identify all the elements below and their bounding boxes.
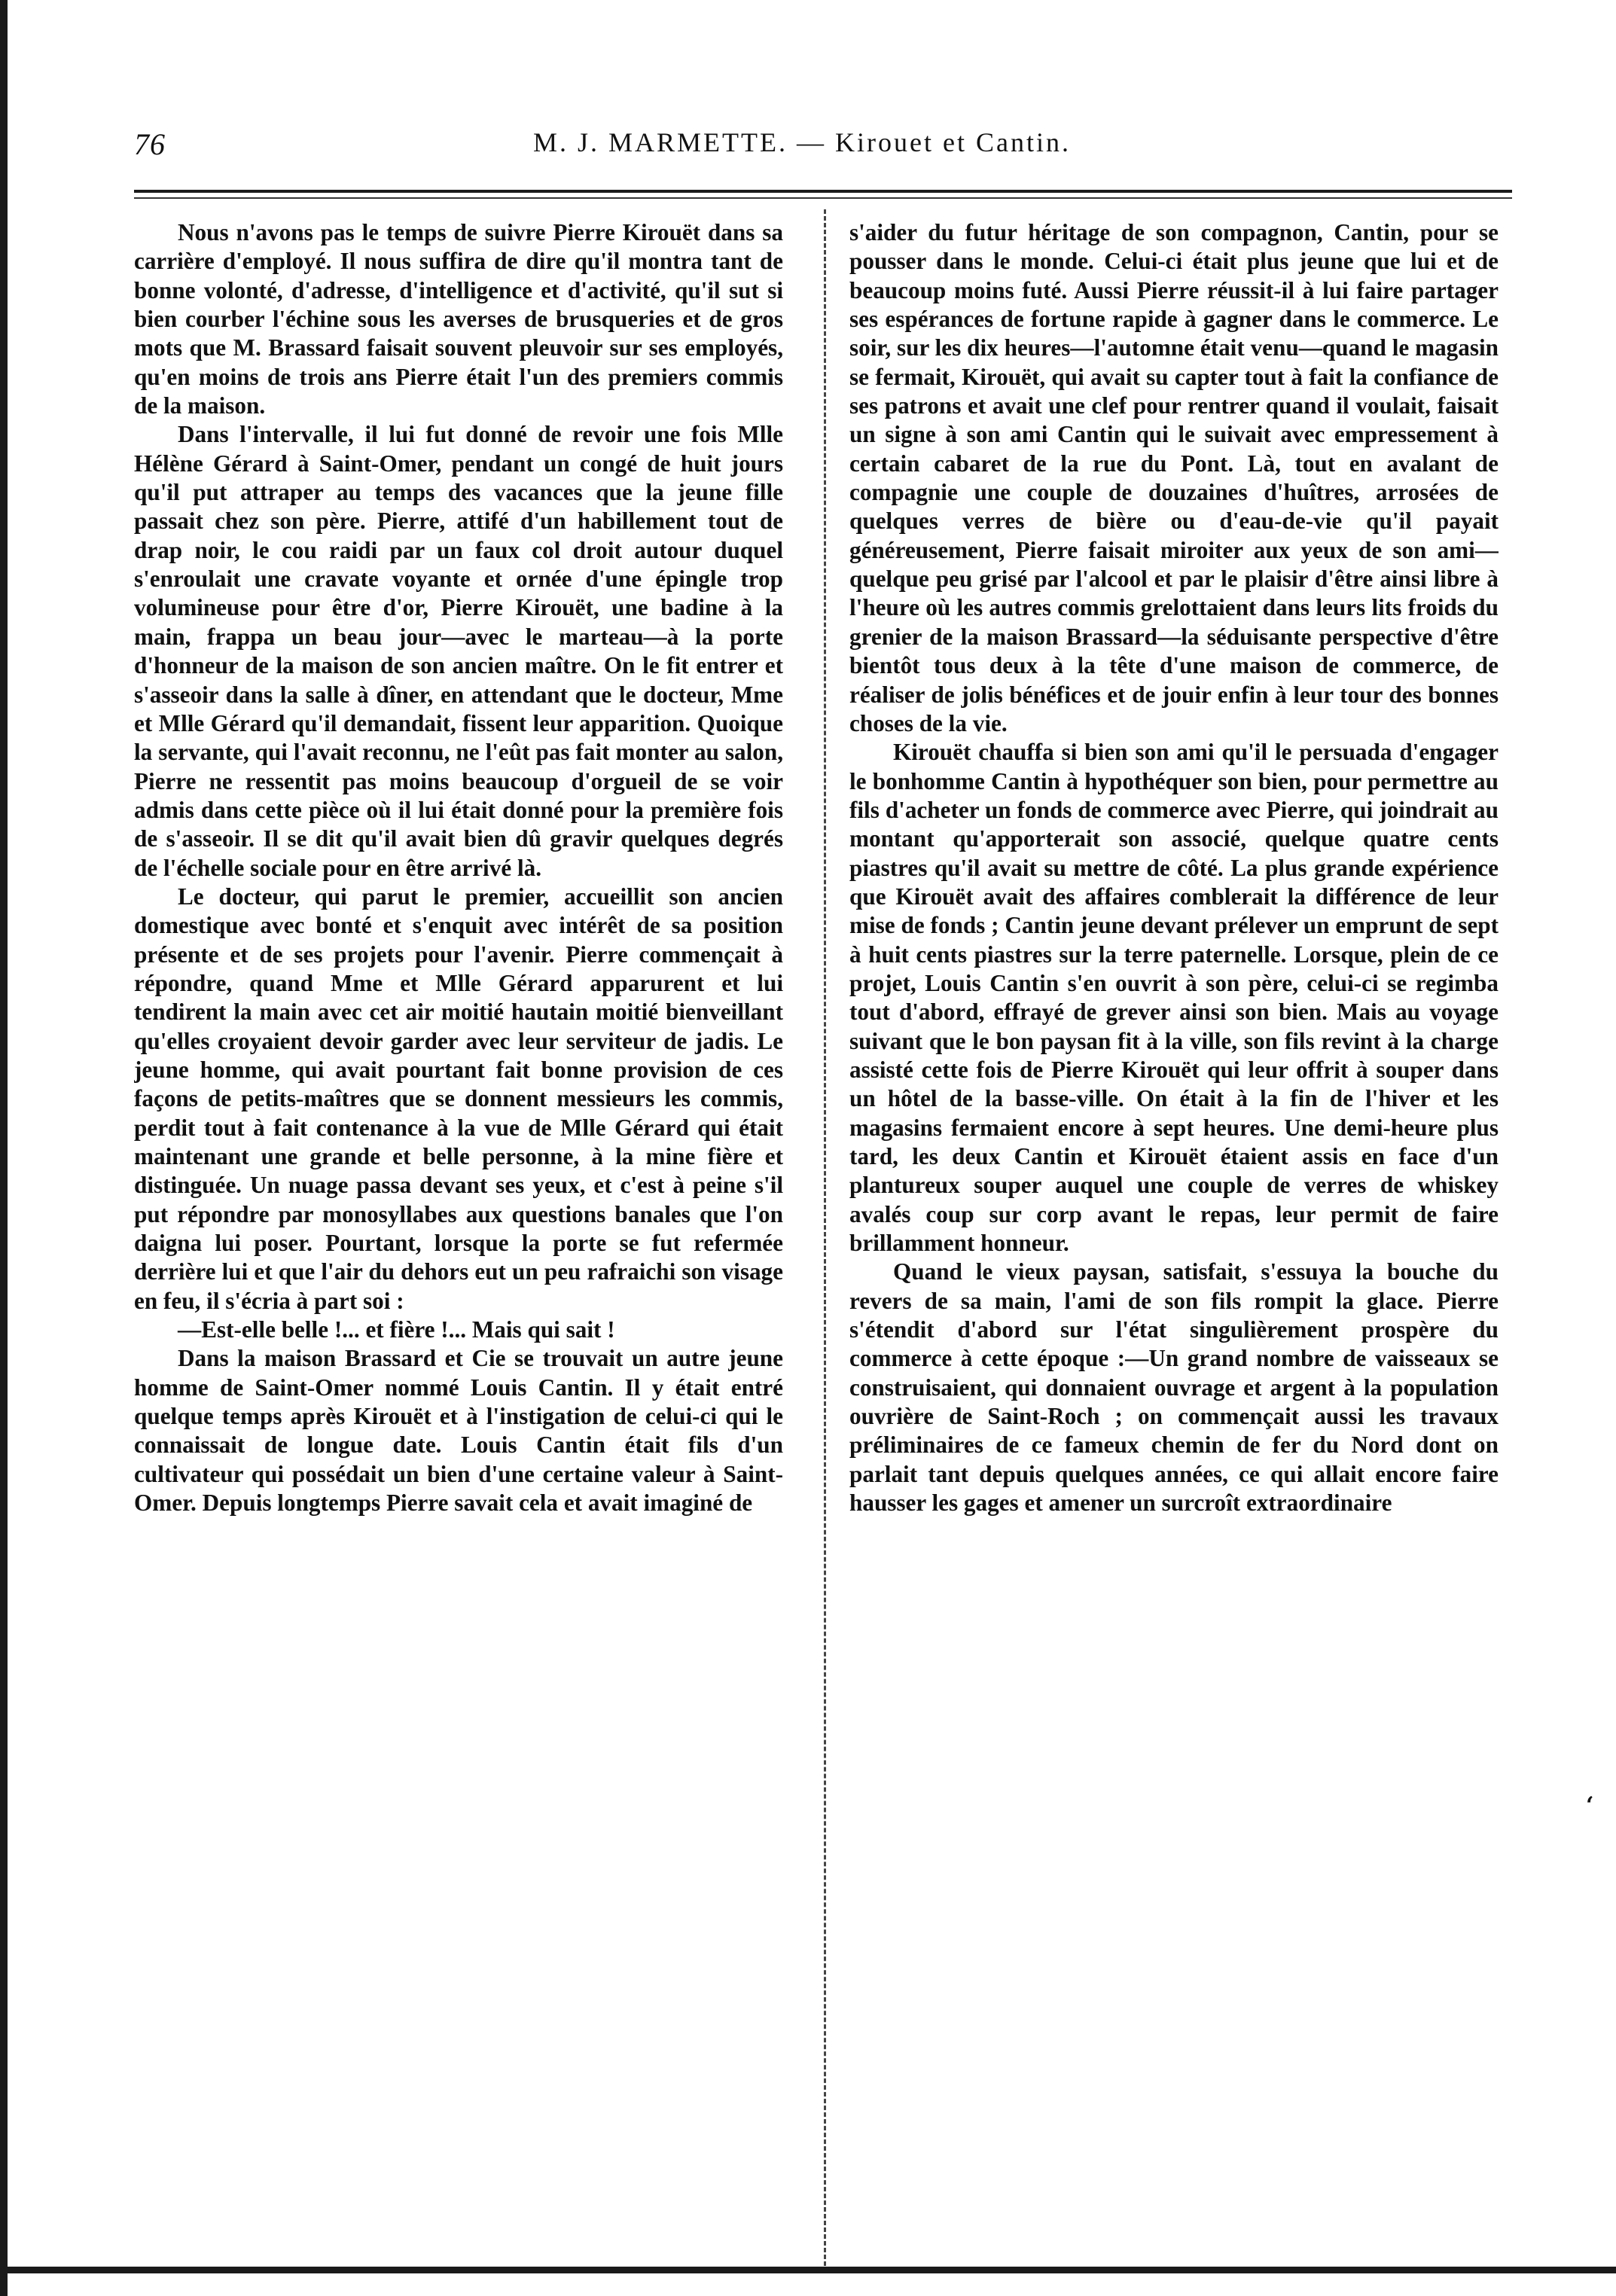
running-head (134, 127, 1520, 172)
paragraph: Nous n'avons pas le temps de suivre Pierre Kirouët dans sa carrière d'employé. Il nous suffira de dire qu'il montra tant de bonne volonté, d'adresse, d'intelligence et d'activité, qu'il sut si bien courber l'échine sous les averses de brusqueries et de gros mots que M. Brassard faisait souvent pleuvoir sur ses employés, qu'en moins de trois ans Pierre était l'un des premiers commis de la maison. (134, 219, 783, 419)
paragraph: Kirouët chauffa si bien son ami qu'il le persuada d'engager le bonhomme Cantin à hypothéquer son bien, pour permettre au fils d'acheter un fonds de commerce avec Pierre, qui joindrait au montant qu'apporterait son associé, quelque quatre cents piastres qu'il avait su mettre de côté. La plus grande expérience que Kirouët avait des affaires comblerait la différence de leur mise de fonds ; Cantin jeune devant prélever un emprunt de sept à huit cents piastres sur la terre paternelle. Lorsque, plein de ce projet, Louis Cantin s'en ouvrit à son père, celui-ci se regimba tout d'abord, effrayé de grever ainsi son bien. Mais au voyage suivant que le bon paysan fit à la ville, son fils revint à la charge assisté cette fois de Pierre Kirouët qui leur offrit à souper dans un hôtel de la basse-ville. On était à la fin de l'hiver et les magasins fermaient encore à sept heures. Une demi-heure plus tard, les deux Cantin et Kirouët étaient assis en face d'un plantureux souper auquel une couple de verres de whiskey avalés coup sur corp avant le repas, leur permit de faire brillamment honneur. (849, 739, 1499, 1257)
scan-speck: ‘ (1586, 1792, 1594, 1819)
column-divider (824, 209, 826, 2273)
header-rule (134, 190, 1512, 193)
scan-bottom-border (0, 2267, 1616, 2273)
paragraph: Dans la maison Brassard et Cie se trouvait un autre jeune homme de Saint-Omer nommé Louis Cantin. Il y était entré quelque temps après Kirouët et à l'instigation de celui-ci qui le connaissait de longue date. Louis Cantin était fils d'un cultivateur qui possédait un bien d'une certaine valeur à Saint-Omer. Depuis longtemps Pierre savait cela et avait imaginé de (134, 1345, 783, 1517)
running-title: M. J. MARMETTE. — Kirouet et Cantin. (533, 127, 1071, 157)
paragraph-continuation: s'aider du futur héritage de son compagnon, Cantin, pour se pousser dans le monde. Celui-ci était plus jeune que lui et de beaucoup moins futé. Aussi Pierre réussit-il à lui faire partager ses espérances de fortune rapide à gagner dans le commerce. Le soir, sur les dix heures—l'automne était venu—quand le magasin se fermait, Kirouët, qui avait su capter tout à fait la confiance de ses patrons et avait une clef pour rentrer quand il voulait, faisait un signe à son ami Cantin qui le suivait avec empressement à certain cabaret de la rue du Pont. Là, tout en avalant de compagnie une couple de douzaines d'huîtres, arrosées de quelques verres de bière ou d'eau-de-vie qu'il payait généreusement, Pierre faisait miroiter aux yeux de son ami—quelque peu grisé par l'alcool et par le plaisir d'être ainsi libre à l'heure où les autres commis grelottaient dans leurs lits froids du grenier de la maison Brassard—la séduisante perspective d'être bientôt tous deux à la tête d'une maison de commerce, de réaliser de jolis bénéfices et de jouir enfin à leur tour des bonnes choses de la vie. (849, 219, 1499, 736)
paragraph: —Est-elle belle !... et fière !... Mais qui sait ! (178, 1316, 615, 1343)
scan-left-border (0, 0, 8, 2296)
left-column (134, 218, 783, 2259)
paragraph: Dans l'intervalle, il lui fut donné de revoir une fois Mlle Hélène Gérard à Saint-Omer, pendant un congé de huit jours qu'il put attraper au temps des vacances que la jeune fille passait chez son père. Pierre, attifé d'un habillement tout de drap noir, le cou raidi par un faux col droit autour duquel s'enroulait une cravate voyante et ornée d'une épingle trop volumineuse pour être d'or, Pierre Kirouët, une badine à la main, frappa un beau jour—avec le marteau—à la porte d'honneur de la maison de son ancien maître. On le fit entrer et s'asseoir dans la salle à dîner, en attendant que le docteur, Mme et Mlle Gérard qu'il demandait, fissent leur apparition. Quoique la servante, qui l'avait reconnu, ne l'eût pas fait monter au salon, Pierre ne ressentit pas moins beaucoup d'orgueil de se voir admis dans cette pièce où il lui était donné pour la première fois de s'asseoir. Il se dit qu'il avait bien dû gravir quelques degrés de l'échelle sociale pour en être arrivé là. (134, 421, 783, 881)
page-number: 76 (134, 127, 166, 161)
paragraph: Le docteur, qui parut le premier, accueillit son ancien domestique avec bonté et s'enquit avec intérêt de sa position présente et de ses projets pour l'avenir. Pierre commençait à répondre, quand Mme et Mlle Gérard apparurent et lui tendirent la main avec cet air moitié hautain moitié bienveillant qu'elles croyaient devoir garder avec leur serviteur de jadis. Le jeune homme, qui avait pourtant fait bonne provision de ces façons de petits-maîtres que se donnent messieurs les commis, perdit tout à fait contenance à la vue de Mlle Gérard qui était maintenant une grande et belle personne, à la mine fière et distinguée. Un nuage passa devant ses yeux, et c'est à peine s'il put répondre par monosyllabes aux questions banales que l'on daigna lui poser. Pourtant, lorsque la porte se fut refermée derrière lui et que l'air du dehors eut un peu rafraichi son visage en feu, il s'écria à part soi : (134, 883, 783, 1314)
header-rule-thin (134, 197, 1512, 199)
paragraph: Quand le vieux paysan, satisfait, s'essuya la bouche du revers de sa main, l'ami de son fils rompit la glace. Pierre s'étendit d'abord sur l'état singulièrement prospère du commerce à cette époque :—Un grand nombre de vaisseaux se construisaient, qui donnaient ouvrage et argent à la population ouvrière de Saint-Roch ; on commençait aussi les travaux préliminaires de ce fameux chemin de fer du Nord dont on parlait tant depuis quelques années, ce qui allait encore faire hausser les gages et amener un surcroît extraordinaire (849, 1258, 1499, 1517)
right-column (849, 218, 1499, 2259)
